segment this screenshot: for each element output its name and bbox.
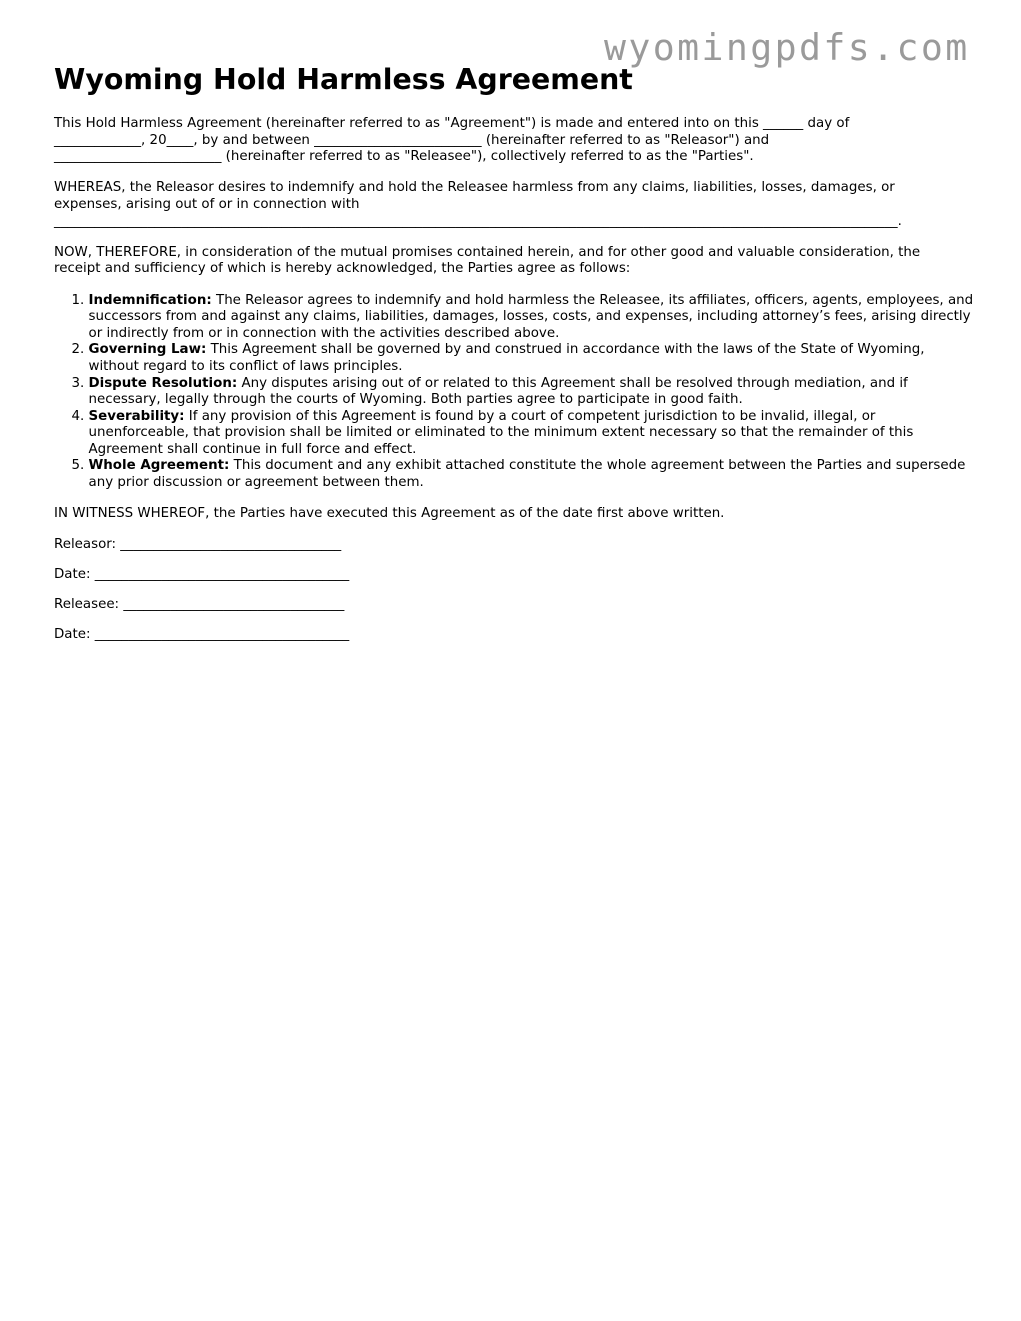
clause-item (89, 409, 979, 459)
clause-heading: Severability: (88, 408, 185, 424)
now-therefore-line-1: NOW, THEREFORE, in consideration of the mutual promises contained herein, and for other good and valuable consideration, the (54, 244, 921, 260)
releasor-signature-line[interactable]: Releasor: _________________________________ (54, 536, 342, 552)
intro-line-3: _________________________ (hereinafter referred to as "Releasee"), collectively referred to as the "Parties". (54, 149, 754, 165)
now-therefore-line-2: receipt and sufficiency of which is hereby acknowledged, the Parties agree as follows: (54, 261, 631, 277)
intro-paragraph (54, 116, 978, 166)
clause-text: Any disputes arising out of or related to this Agreement shall be resolved through mediation, and if necessary, legally through the courts of Wyoming. Both parties agree to participate in good faith. (88, 375, 908, 408)
clause-item (89, 293, 979, 343)
now-therefore-paragraph (54, 245, 978, 278)
intro-line-1: This Hold Harmless Agreement (hereinafter referred to as "Agreement") is made and entered into on this ______ day of (54, 116, 850, 131)
whereas-blank-line: ______________________________________________________________________________________________________________________________. (54, 213, 902, 229)
clause-text: This document and any exhibit attached constitute the whole agreement between the Parties and supersede any prior discussion or agreement between them. (88, 458, 966, 491)
clause-text: The Releasor agrees to indemnify and hold harmless the Releasee, its affiliates, officers, agents, employees, and successors from and against any claims, liabilities, damages, losses, costs, and expenses, including attorney’s fees, arising directly or indirectly from or in connection with the activities described above. (88, 292, 974, 341)
releasee-signature-line[interactable]: Releasee: _________________________________ (54, 597, 345, 613)
witness-paragraph: IN WITNESS WHEREOF, the Parties have executed this Agreement as of the date first above written. (54, 506, 725, 522)
whereas-line-2: expenses, arising out of or in connection with (54, 196, 360, 212)
clause-heading: Whole Agreement: (88, 458, 230, 474)
releasee-date-line[interactable]: Date: ______________________________________ (54, 627, 350, 643)
document-body (54, 62, 978, 644)
clause-item (89, 458, 979, 491)
clause-heading: Dispute Resolution: (88, 375, 238, 391)
clause-item (89, 342, 979, 375)
document-title: Wyoming Hold Harmless Agreement (54, 63, 633, 96)
clause-text: This Agreement shall be governed by and construed in accordance with the laws of the State of Wyoming, without regard to its conflict of laws principles. (88, 342, 925, 374)
clause-text: If any provision of this Agreement is found by a court of competent jurisdiction to be invalid, illegal, or unenforceable, that provision shall be limited or eliminated to the minimum extent necessary so that the remainder of this Agreement shall continue in full force and effect. (88, 408, 914, 457)
clause-heading: Indemnification: (88, 292, 212, 308)
clause-heading: Governing Law: (88, 342, 207, 358)
whereas-paragraph (54, 180, 978, 230)
whereas-line-1: WHEREAS, the Releasor desires to indemnify and hold the Releasee harmless from any claims, liabilities, losses, damages, or (54, 180, 895, 196)
releasor-date-line[interactable]: Date: ______________________________________ (54, 566, 350, 582)
intro-line-2: _____________, 20____, by and between _________________________ (hereinafter referred to as "Releasor") and (54, 132, 770, 148)
site-watermark: wyomingpdfs.com (604, 26, 970, 69)
clause-list (54, 293, 978, 492)
clause-item (89, 376, 979, 409)
